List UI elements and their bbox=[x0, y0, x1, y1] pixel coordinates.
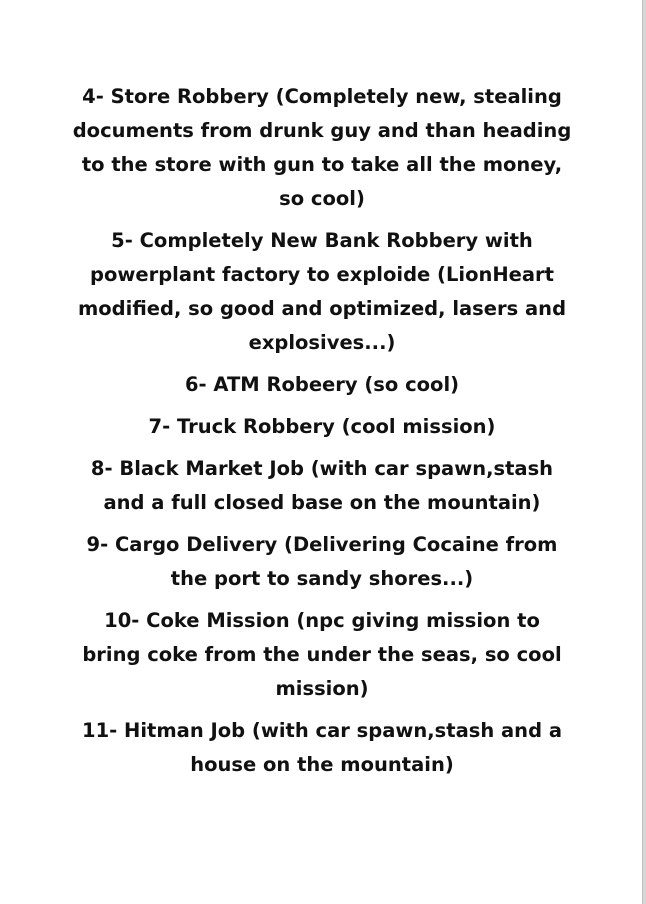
list-item-store-robbery: 4- Store Robbery (Completely new, stealing documents from drunk guy and than heading to the store with gun to take all the money, so cool) bbox=[72, 85, 572, 210]
list-item-hitman-job: 11- Hitman Job (with car spawn,stash and a house on the mountain) bbox=[82, 719, 562, 776]
list-item-cargo-delivery: 9- Cargo Delivery (Delivering Cocaine from the port to sandy shores...) bbox=[86, 533, 558, 590]
list-item-truck-robbery: 7- Truck Robbery (cool mission) bbox=[148, 415, 496, 438]
feature-list bbox=[72, 80, 572, 790]
list-item-bank-robbery: 5- Completely New Bank Robbery with powerplant factory to exploide (LionHeart modified, so good and optimized, lasers and explosives...) bbox=[77, 229, 567, 354]
list-item-black-market-job: 8- Black Market Job (with car spawn,stash and a full closed base on the mountain) bbox=[90, 457, 554, 514]
list-item-coke-mission: 10- Coke Mission (npc giving mission to bring coke from the under the seas, so cool mission) bbox=[82, 609, 562, 700]
page-edge-divider bbox=[642, 0, 646, 904]
list-item-atm-robbery: 6- ATM Robeery (so cool) bbox=[184, 373, 460, 396]
